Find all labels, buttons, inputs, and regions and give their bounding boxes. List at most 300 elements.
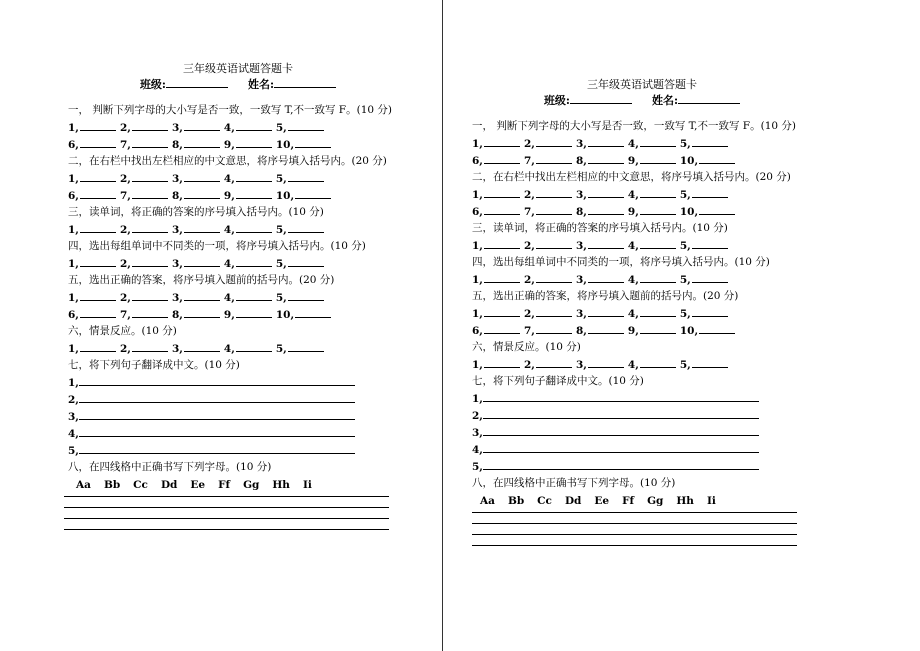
answer-blank[interactable] [80,340,116,352]
item-number: 1, [472,274,483,286]
answer-blank[interactable] [640,322,676,334]
answer-blank[interactable] [236,187,272,199]
answer-row [68,119,408,136]
answer-item [224,340,272,358]
answer-blank[interactable] [236,255,272,267]
answer-item [524,237,572,255]
answer-blank[interactable] [236,289,272,301]
answer-item [276,306,331,324]
answer-blank[interactable] [295,306,331,318]
answer-blank[interactable] [184,119,220,131]
answer-blank[interactable] [536,203,572,215]
section-heading: 五，选出正确的答案，将序号填入题前的括号内。(20 分) [472,290,739,302]
answer-blank[interactable] [640,356,676,368]
student-info-header [472,92,812,110]
item-number: 3, [171,173,183,185]
answer-item [628,322,676,340]
answer-blank[interactable] [132,136,168,148]
answer-blank[interactable] [80,187,116,199]
answer-row [68,221,408,238]
card-title: 三年级英语试题答题卡 [183,62,293,75]
answer-item [680,135,728,153]
item-number: 8, [575,325,587,337]
letter-pair: Bb [103,479,121,491]
answer-blank[interactable] [588,356,624,368]
translation-blank[interactable] [79,425,355,437]
answer-blank[interactable] [80,119,116,131]
grid-line [64,518,389,519]
answer-blank[interactable] [588,135,624,147]
answer-item [276,340,324,358]
answer-item [524,203,572,221]
answer-blank[interactable] [484,356,520,368]
answer-blank[interactable] [699,203,735,215]
item-number: 4, [627,240,639,252]
answer-row [472,203,812,220]
answer-item [472,237,520,255]
answer-row [472,322,812,339]
answer-item [524,271,572,289]
grid-line [472,512,797,513]
item-number: 1, [68,292,79,304]
answer-blank[interactable] [295,136,331,148]
section-heading: 七，将下列句子翻译成中文。(10 分) [472,375,644,387]
answer-blank[interactable] [692,135,728,147]
item-number: 9, [627,206,639,218]
letter-pair: Dd [564,495,582,507]
answer-blank[interactable] [80,170,116,182]
letter-pair: Ee [594,495,610,507]
item-number: 6, [68,139,79,151]
answer-blank[interactable] [132,221,168,233]
grid-line [64,507,389,508]
answer-blank[interactable] [184,255,220,267]
letter-pair: Ff [622,495,635,507]
answer-blank[interactable] [699,322,735,334]
item-number: 4, [627,138,639,150]
answer-item [628,186,676,204]
letter-pair: Bb [507,495,525,507]
answer-item [120,340,168,358]
answer-item [172,289,220,307]
item-number: 2, [119,224,131,236]
item-number: 4, [627,359,639,371]
name-blank[interactable] [274,76,336,88]
letter-pair: Ff [218,479,231,491]
answer-blank[interactable] [588,305,624,317]
item-number: 4, [223,258,235,270]
answer-item [680,322,735,340]
four-line-grid[interactable] [64,496,408,530]
class-blank[interactable] [570,92,632,104]
answer-blank[interactable] [184,187,220,199]
answer-blank[interactable] [484,305,520,317]
four-line-grid[interactable] [472,512,812,546]
answer-item [120,187,168,205]
answer-blank[interactable] [484,322,520,334]
answer-blank[interactable] [536,271,572,283]
answer-blank[interactable] [484,237,520,249]
translation-row [472,458,812,475]
item-number: 5, [275,343,287,355]
answer-item [628,356,676,374]
answer-blank[interactable] [588,237,624,249]
item-number: 8, [171,139,183,151]
item-number: 6, [472,206,483,218]
section-heading: 五，选出正确的答案，将序号填入题前的括号内。(20 分) [68,274,335,286]
letter-pair: Aa [76,479,91,491]
answer-item [576,322,624,340]
answer-item [276,187,331,205]
item-number: 2, [523,189,535,201]
answer-item [120,306,168,324]
answer-item [120,255,168,273]
answer-blank[interactable] [588,186,624,198]
answer-item [576,135,624,153]
answer-blank[interactable] [288,221,324,233]
answer-item [576,237,624,255]
answer-item [524,356,572,374]
answer-blank[interactable] [536,237,572,249]
answer-item [276,289,324,307]
section-heading: 三，读单词，将正确的答案的序号填入括号内。(10 分) [68,206,324,218]
item-number: 5, [679,274,691,286]
item-number: 5, [679,359,691,371]
answer-item [172,119,220,137]
answer-row [68,255,408,272]
answer-blank[interactable] [236,119,272,131]
item-number: 2, [523,274,535,286]
answer-item [524,135,572,153]
letter-pair: Ee [190,479,206,491]
answer-blank[interactable] [184,340,220,352]
item-number: 7, [523,155,535,167]
item-number: 9, [223,139,235,151]
item-number: 5, [275,122,287,134]
answer-item [172,187,220,205]
item-number: 4, [472,444,483,456]
translation-blank[interactable] [483,390,759,402]
item-number: 2, [119,258,131,270]
item-number: 5, [275,258,287,270]
answer-blank[interactable] [288,340,324,352]
item-number: 1, [472,240,483,252]
answer-blank[interactable] [640,305,676,317]
answer-blank[interactable] [236,340,272,352]
item-number: 6, [472,155,483,167]
answer-blank[interactable] [484,152,520,164]
answer-blank[interactable] [184,306,220,318]
answer-item [472,322,520,340]
translation-blank[interactable] [483,407,759,419]
item-number: 2, [119,343,131,355]
answer-blank[interactable] [184,221,220,233]
answer-blank[interactable] [184,136,220,148]
item-number: 4, [627,308,639,320]
answer-row [68,340,408,357]
answer-item [120,221,168,239]
section-heading: 四，选出每组单词中不同类的一项，将序号填入括号内。(10 分) [68,240,366,252]
answer-item [524,152,572,170]
answer-item [172,221,220,239]
answer-item [680,271,728,289]
answer-row [68,187,408,204]
answer-blank[interactable] [692,271,728,283]
answer-blank[interactable] [536,305,572,317]
answer-item [224,221,272,239]
item-number: 1, [68,377,79,389]
answer-blank[interactable] [236,170,272,182]
answer-blank[interactable] [80,306,116,318]
answer-blank[interactable] [640,152,676,164]
answer-blank[interactable] [692,237,728,249]
answer-card-right [472,78,812,556]
page-divider [442,0,443,651]
answer-item [224,170,272,188]
answer-blank[interactable] [132,119,168,131]
answer-item [576,271,624,289]
item-number: 1, [68,173,79,185]
answer-row [472,305,812,322]
answer-blank[interactable] [536,356,572,368]
answer-row [472,356,812,373]
answer-item [472,186,520,204]
answer-blank[interactable] [132,289,168,301]
answer-item [172,255,220,273]
answer-blank[interactable] [132,255,168,267]
answer-row [68,136,408,153]
answer-blank[interactable] [692,305,728,317]
translation-row [472,390,812,407]
translation-row [472,424,812,441]
answer-blank[interactable] [640,271,676,283]
answer-blank[interactable] [80,221,116,233]
translation-blank[interactable] [79,391,355,403]
letter-pair: Ii [706,495,716,507]
translation-row [472,441,812,458]
section-heading: 八，在四线格中正确书写下列字母。(10 分) [472,477,676,489]
item-number: 3, [171,343,183,355]
class-label: 班级: [543,94,570,107]
item-number: 10, [679,325,699,337]
answer-item [680,203,735,221]
item-number: 4, [223,343,235,355]
answer-item [472,356,520,374]
answer-blank[interactable] [288,119,324,131]
answer-item [576,305,624,323]
answer-blank[interactable] [484,186,520,198]
item-number: 2, [523,138,535,150]
item-number: 3, [575,308,587,320]
item-number: 3, [575,189,587,201]
item-number: 4, [627,274,639,286]
answer-item [472,271,520,289]
answer-blank[interactable] [236,221,272,233]
answer-card-left [68,62,408,540]
item-number: 2, [119,292,131,304]
item-number: 3, [171,258,183,270]
translation-blank[interactable] [483,458,759,470]
item-number: 5, [679,308,691,320]
answer-item [628,203,676,221]
class-blank[interactable] [166,76,228,88]
name-label: 姓名: [652,94,679,107]
item-number: 10, [275,309,295,321]
item-number: 3, [472,427,483,439]
item-number: 8, [171,309,183,321]
name-blank[interactable] [678,92,740,104]
item-number: 5, [275,224,287,236]
item-number: 1, [472,138,483,150]
answer-item [576,186,624,204]
answer-item [472,305,520,323]
answer-blank[interactable] [536,152,572,164]
answer-item [224,306,272,324]
section-heading: 四，选出每组单词中不同类的一项，将序号填入括号内。(10 分) [472,256,770,268]
answer-blank[interactable] [640,135,676,147]
translation-row [472,407,812,424]
section-heading: 二，在右栏中找出左栏相应的中文意思，将序号填入括号内。(20 分) [472,171,791,183]
item-number: 7, [119,190,131,202]
answer-blank[interactable] [588,203,624,215]
answer-blank[interactable] [184,170,220,182]
answer-item [68,255,116,273]
item-number: 2, [472,410,483,422]
answer-item [224,136,272,154]
item-number: 5, [275,292,287,304]
answer-blank[interactable] [640,203,676,215]
answer-blank[interactable] [588,152,624,164]
translation-row [68,374,408,391]
answer-item [628,135,676,153]
item-number: 3, [575,138,587,150]
answer-blank[interactable] [536,135,572,147]
answer-item [628,237,676,255]
answer-blank[interactable] [288,289,324,301]
item-number: 2, [119,122,131,134]
answer-row [68,306,408,323]
item-number: 1, [68,343,79,355]
answer-blank[interactable] [80,136,116,148]
answer-blank[interactable] [484,203,520,215]
grid-line [472,523,797,524]
answer-item [680,305,728,323]
answer-blank[interactable] [288,170,324,182]
answer-row [472,237,812,254]
answer-blank[interactable] [640,237,676,249]
answer-blank[interactable] [80,255,116,267]
translation-blank[interactable] [79,374,355,386]
translation-row [68,425,408,442]
item-number: 4, [627,189,639,201]
translation-blank[interactable] [79,408,355,420]
item-number: 4, [223,122,235,134]
item-number: 3, [171,292,183,304]
answer-blank[interactable] [536,186,572,198]
answer-blank[interactable] [236,136,272,148]
answer-blank[interactable] [640,186,676,198]
answer-blank[interactable] [484,271,520,283]
translation-blank[interactable] [483,424,759,436]
grid-line [64,529,389,530]
item-number: 10, [679,206,699,218]
answer-blank[interactable] [132,340,168,352]
answer-item [628,152,676,170]
translation-blank[interactable] [79,442,355,454]
item-number: 9, [223,190,235,202]
answer-item [172,340,220,358]
answer-item [172,170,220,188]
answer-row [68,170,408,187]
item-number: 8, [575,206,587,218]
answer-item [576,356,624,374]
answer-blank[interactable] [536,322,572,334]
answer-blank[interactable] [288,255,324,267]
answer-item [472,135,520,153]
answer-item [524,305,572,323]
item-number: 5, [68,445,79,457]
translation-row [68,442,408,459]
item-number: 2, [523,359,535,371]
item-number: 4, [223,173,235,185]
answer-item [172,136,220,154]
answer-row [472,135,812,152]
answer-item [120,170,168,188]
section-heading: 一， 判断下列字母的大小写是否一致，一致写 T,不一致写 F。(10 分) [472,120,796,132]
answer-item [680,237,728,255]
answer-blank[interactable] [484,135,520,147]
answer-blank[interactable] [692,356,728,368]
item-number: 3, [575,274,587,286]
item-number: 4, [68,428,79,440]
letter-pair: Hh [676,495,694,507]
answer-item [276,119,324,137]
answer-item [524,322,572,340]
item-number: 2, [523,308,535,320]
answer-item [68,221,116,239]
item-number: 5, [679,240,691,252]
answer-blank[interactable] [692,186,728,198]
answer-blank[interactable] [80,289,116,301]
item-number: 9, [627,155,639,167]
answer-blank[interactable] [588,271,624,283]
answer-item [680,152,735,170]
answer-blank[interactable] [184,289,220,301]
answer-blank[interactable] [132,187,168,199]
item-number: 10, [275,139,295,151]
answer-item [276,136,331,154]
item-number: 10, [679,155,699,167]
item-number: 8, [171,190,183,202]
answer-blank[interactable] [132,306,168,318]
answer-item [680,356,728,374]
answer-item [68,289,116,307]
translation-blank[interactable] [483,441,759,453]
item-number: 1, [472,359,483,371]
answer-blank[interactable] [588,322,624,334]
answer-blank[interactable] [295,187,331,199]
name-label: 姓名: [248,78,275,91]
section-heading: 八，在四线格中正确书写下列字母。(10 分) [68,461,272,473]
answer-blank[interactable] [236,306,272,318]
answer-blank[interactable] [132,170,168,182]
letter-pair: Cc [537,495,552,507]
letter-pair: Dd [160,479,178,491]
letter-pair: Hh [272,479,290,491]
item-number: 6, [472,325,483,337]
answer-blank[interactable] [699,152,735,164]
item-number: 9, [627,325,639,337]
